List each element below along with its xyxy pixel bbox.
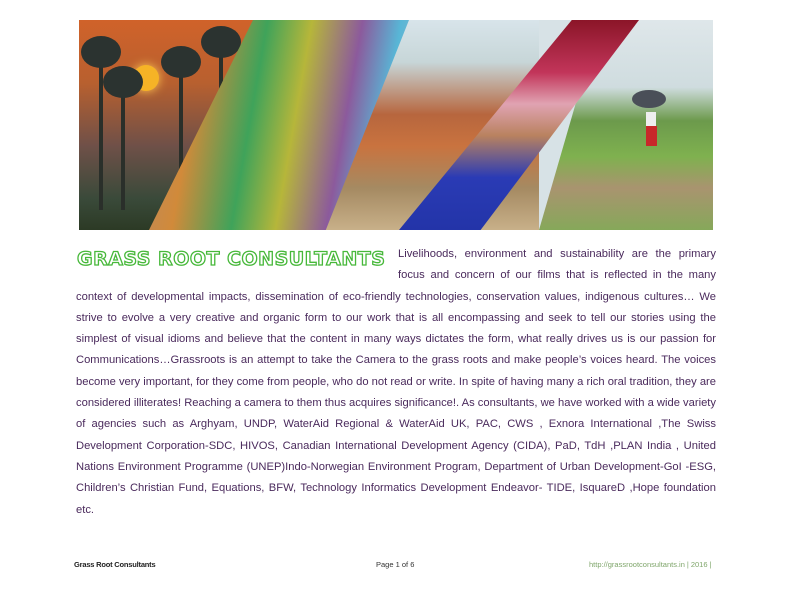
footer-url-year (589, 560, 713, 569)
footer-url-link[interactable]: http://grassrootconsultants.in (589, 560, 685, 569)
body-paragraph-text: Livelihoods, environment and sustainability are the primary focus and concern of our films that is reflected in the many context of developmental impacts, dissemination of eco-friendly technologies, conservation values, indigenous cultures… We strive to evolve a very creative and organic form to our work that is all encompassing and seek to tell our stories using the simplest of visual idioms and believe that the content in many ways dictates the form, what really drives us is our passion for Communications…Grassroots is an attempt to take the Camera to the grass roots and make people’s voices heard. The voices become very important, for they come from people, who do not read or write. In spite of having many a rich oral tradition, they are considered illiterates! Reaching a camera to them thus acquires significance!. As consultants, we have worked with a wide variety of agencies such as Arghyam, UNDP, WaterAid Regional & WaterAid UK, PAC, CWS , Exnora International ,The Swiss Development Corporation-SDC, HIVOS, Canadian International Development Agency (CIDA), PaD, TdH ,PLAN India , United Nations Environment Programme (UNEP)Indo-Norwegian Environment Program, Department of Urban Development-GoI -ESG, Children’s Christian Fund, Equations, BFW, Technology Informatics Development Endeavor- TIDE, IsquareD ,Hope foundation etc. (76, 248, 716, 516)
porter-lungi (646, 126, 657, 146)
footer-page-number: Page 1 of 6 (376, 560, 415, 569)
footer-company-name: Grass Root Consultants (74, 560, 156, 569)
porter-figure (644, 90, 658, 152)
page-title: GRASS ROOT CONSULTANTS (77, 248, 386, 270)
footer-year: 2016 (690, 560, 708, 569)
banner-collage-image (79, 20, 713, 230)
body-paragraph (76, 244, 716, 521)
footer-separator-end: | (709, 560, 712, 569)
heading-spacer (76, 244, 398, 284)
sack-load (632, 90, 666, 108)
palm-tree (121, 90, 125, 210)
porter-shirt (646, 112, 656, 126)
footer-separator: | (686, 560, 689, 569)
